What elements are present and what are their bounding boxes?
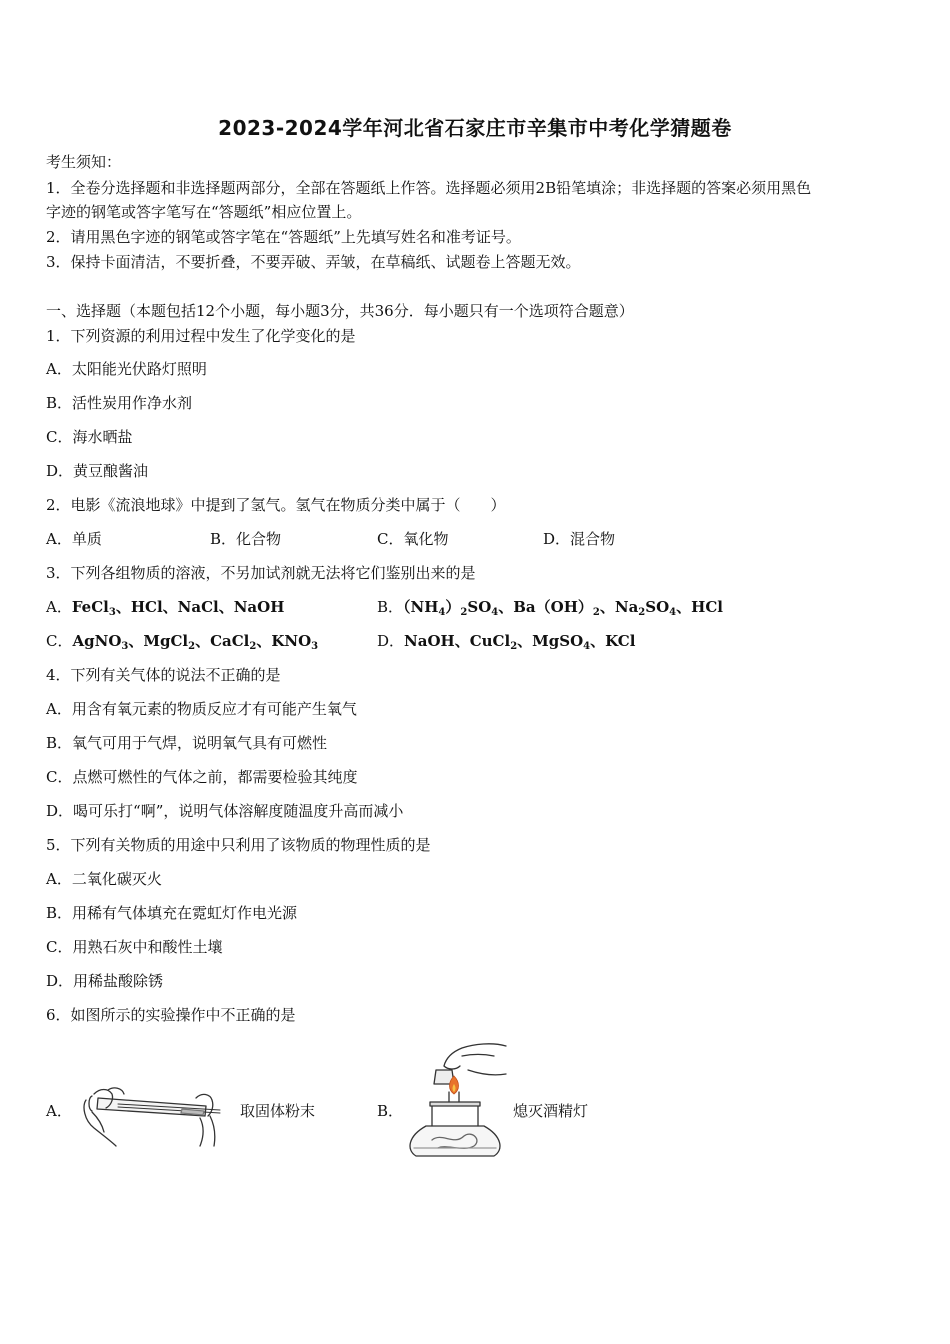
question-3-option-a (46, 597, 284, 623)
alcohol-lamp-illustration (402, 1040, 508, 1162)
option-label: A． (46, 598, 72, 616)
option-label: C． (46, 632, 73, 650)
question-2-option-c: C．氧化物 (377, 530, 449, 548)
question-2-option-a: A．单质 (46, 530, 102, 548)
option-label: B． (377, 598, 404, 616)
question-5-option-a: A．二氧化碳灭火 (46, 870, 162, 888)
question-5-stem: 5．下列有关物质的用途中只利用了该物质的物理性质的是 (46, 836, 431, 854)
question-3-option-c (46, 631, 318, 657)
question-1-stem: 1．下列资源的利用过程中发生了化学变化的是 (46, 327, 356, 345)
question-5-option-c: C．用熟石灰中和酸性土壤 (46, 938, 223, 956)
test-tube-powder-illustration (78, 1076, 226, 1148)
question-6-stem: 6．如图所示的实验操作中不正确的是 (46, 1006, 296, 1024)
formula-text: FeCl$_3$、HCl、NaCl、NaOH (71, 598, 285, 618)
question-6-option-b-caption: 熄灭酒精灯 (513, 1102, 589, 1120)
notice-heading: 考生须知： (46, 153, 122, 171)
question-2-option-d: D．混合物 (543, 530, 616, 548)
question-6-option-a-caption: 取固体粉末 (240, 1102, 316, 1120)
section-heading: 一、选择题（本题包括12个小题，每小题3分，共36分．每小题只有一个选项符合题意） (46, 302, 634, 320)
question-6-option-a-label: A． (46, 1102, 72, 1120)
formula-text: NaOH、CuCl$_2$、MgSO$_4$、KCl (404, 632, 636, 652)
question-4-option-d: D．喝可乐打“啊”，说明气体溶解度随温度升高而减小 (46, 802, 404, 820)
question-1-option-d: D．黄豆酿酱油 (46, 462, 149, 480)
question-6-option-b-label: B． (377, 1102, 404, 1120)
question-5-option-b: B．用稀有气体填充在霓虹灯作电光源 (46, 904, 298, 922)
question-4-option-c: C．点燃可燃性的气体之前，都需要检验其纯度 (46, 768, 358, 786)
notice-line-2: 字迹的钢笔或答字笔写在“答题纸”相应位置上。 (46, 203, 362, 221)
notice-line-3: 2．请用黑色字迹的钢笔或答字笔在“答题纸”上先填写姓名和准考证号。 (46, 228, 521, 246)
question-3-stem: 3．下列各组物质的溶液，不另加试剂就无法将它们鉴别出来的是 (46, 564, 476, 582)
question-2-stem: 2．电影《流浪地球》中提到了氢气。氢气在物质分类中属于（ ） (46, 496, 506, 514)
question-1-option-a: A．太阳能光伏路灯照明 (46, 360, 207, 378)
question-4-option-a: A．用含有氧元素的物质反应才有可能产生氧气 (46, 700, 357, 718)
question-3-option-d (377, 631, 635, 657)
question-1-option-c: C．海水晒盐 (46, 428, 133, 446)
option-label: D． (377, 632, 405, 650)
formula-text: $(NH_4)_2SO_4$、$Ba(OH)_2$、$Na_2SO_4$、HCl (403, 598, 723, 618)
question-3-option-b (377, 597, 723, 623)
formula-text: AgNO$_3$、MgCl$_2$、CaCl$_2$、$KNO_3$ (72, 632, 319, 652)
notice-line-4: 3．保持卡面清洁，不要折叠，不要弄破、弄皱，在草稿纸、试题卷上答题无效。 (46, 253, 581, 271)
question-4-stem: 4．下列有关气体的说法不正确的是 (46, 666, 281, 684)
page-title: 2023-2024学年河北省石家庄市辛集市中考化学猜题卷 (218, 116, 732, 140)
question-4-option-b: B．氧气可用于气焊，说明氧气具有可燃性 (46, 734, 328, 752)
question-1-option-b: B．活性炭用作净水剂 (46, 394, 193, 412)
question-2-option-b: B．化合物 (210, 530, 282, 548)
question-5-option-d: D．用稀盐酸除锈 (46, 972, 164, 990)
notice-line-1: 1．全卷分选择题和非选择题两部分，全部在答题纸上作答。选择题必须用2B铅笔填涂；非选择题的答案必须用黑色 (46, 179, 812, 197)
